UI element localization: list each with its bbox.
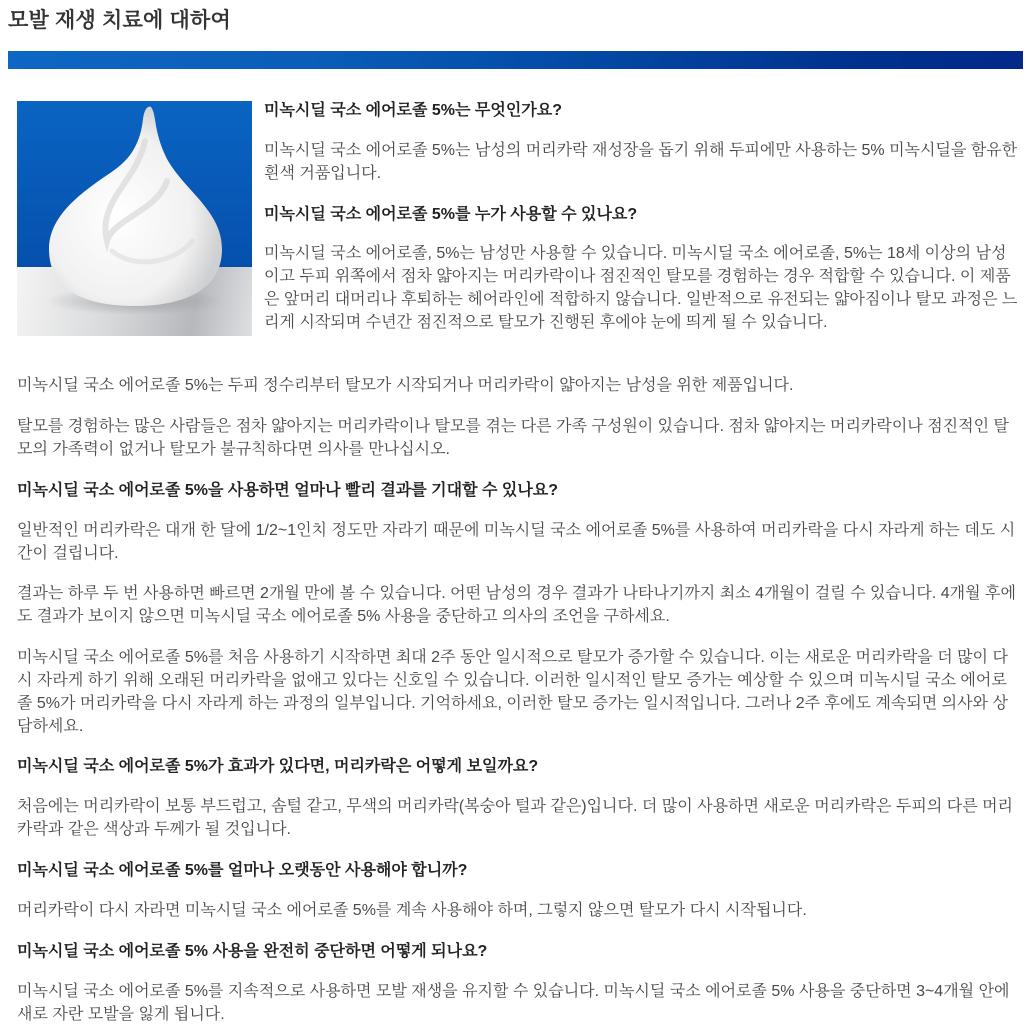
section-paragraph: 일반적인 머리카락은 대개 한 달에 1/2~1인치 정도만 자라기 때문에 미녹시딜 국소 에어로졸 5%를 사용하여 머리카락을 다시 자라게 하는 데도 시간이 걸립니다. — [17, 522, 1016, 562]
section-heading: 미녹시딜 국소 에어로졸 5%을 사용하면 얼마나 빨리 결과를 기대할 수 있나요? — [17, 482, 559, 499]
section-paragraph: 탈모를 경험하는 많은 사람들은 점차 얇아지는 머리카락이나 탈모를 겪는 다른 가족 구성원이 있습니다. 점차 얇아지는 머리카락이나 점진적인 탈모의 가족력이 없거나 탈모가 불규칙하다면 의사를 만나십시오. — [17, 418, 1009, 458]
section-paragraph: 미녹시딜 국소 에어로졸, 5%는 남성만 사용할 수 있습니다. 미녹시딜 국소 에어로졸, 5%는 18세 이상의 남성이고 두피 위쪽에서 점차 얇아지는 머리카락이나 점진적인 탈모를 경험하는 경우 적합할 수 있습니다. 이 제품은 앞머리 대머리나 후퇴하는 헤어라인에 적합하지 않습니다. 일반적으로 유전되는 얇아짐이나 탈모 과정은 느리게 시작되며 수년간 점진적으로 탈모가 진행된 후에야 눈에 띄게 될 수 있습니다. — [264, 245, 1018, 331]
section-paragraph: 미녹시딜 국소 에어로졸 5%를 지속적으로 사용하면 모발 재생을 유지할 수 있습니다. 미녹시딜 국소 에어로졸 5% 사용을 중단하면 3~4개월 안에 새로 자란 모발을 잃게 됩니다. — [17, 983, 1010, 1023]
section-heading: 미녹시딜 국소 에어로졸 5%를 얼마나 오랫동안 사용해야 합니까? — [17, 862, 468, 879]
header-banner — [8, 51, 1023, 69]
foam-image — [17, 101, 252, 336]
section-paragraph: 결과는 하루 두 번 사용하면 빠르면 2개월 만에 볼 수 있습니다. 어떤 남성의 경우 결과가 나타나기까지 최소 4개월이 걸릴 수 있습니다. 4개월 후에도 결과가 보이지 않으면 미녹시딜 국소 에어로졸 5% 사용을 중단하고 의사의 조언을 구하세요. — [17, 585, 1016, 625]
section-heading: 미녹시딜 국소 에어로졸 5%는 무엇인가요? — [264, 102, 562, 119]
foam-icon — [17, 101, 252, 336]
section-paragraph: 머리카락이 다시 자라면 미녹시딜 국소 에어로졸 5%를 계속 사용해야 하며, 그렇지 않으면 탈모가 다시 시작됩니다. — [17, 902, 807, 919]
section-heading: 미녹시딜 국소 에어로졸 5%를 누가 사용할 수 있나요? — [264, 206, 638, 223]
section-paragraph: 미녹시딜 국소 에어로졸 5%는 두피 정수리부터 탈모가 시작되거나 머리카락이 얇아지는 남성을 위한 제품입니다. — [17, 377, 794, 394]
section-paragraph: 미녹시딜 국소 에어로졸 5%는 남성의 머리카락 재성장을 돕기 위해 두피에만 사용하는 5% 미녹시딜을 함유한 흰색 거품입니다. — [264, 142, 1018, 182]
section-heading: 미녹시딜 국소 에어로졸 5%가 효과가 있다면, 머리카락은 어떻게 보일까요? — [17, 758, 539, 775]
section-paragraph: 처음에는 머리카락이 보통 부드럽고, 솜털 같고, 무색의 머리카락(복숭아 털과 같은)입니다. 더 많이 사용하면 새로운 머리카락은 두피의 다른 머리카락과 같은 색상과 두께가 될 것입니다. — [17, 798, 1014, 838]
section-heading: 미녹시딜 국소 에어로졸 5% 사용을 완전히 중단하면 어떻게 되나요? — [17, 943, 488, 960]
page-title: 모발 재생 치료에 대하여 — [8, 9, 231, 32]
section-paragraph: 미녹시딜 국소 에어로졸 5%를 처음 사용하기 시작하면 최대 2주 동안 일시적으로 탈모가 증가할 수 있습니다. 이는 새로운 머리카락을 더 많이 다시 자라게 하기 위해 오래된 머리카락을 없애고 있다는 신호일 수 있습니다. 이러한 일시적인 탈모 증가는 예상할 수 있으며 미녹시딜 국소 에어로졸 5%가 머리카락을 다시 자라게 하는 과정의 일부입니다. 기억하세요, 이러한 탈모 증가는 일시적입니다. 그러나 2주 후에도 계속되면 의사와 상담하세요. — [17, 649, 1008, 735]
